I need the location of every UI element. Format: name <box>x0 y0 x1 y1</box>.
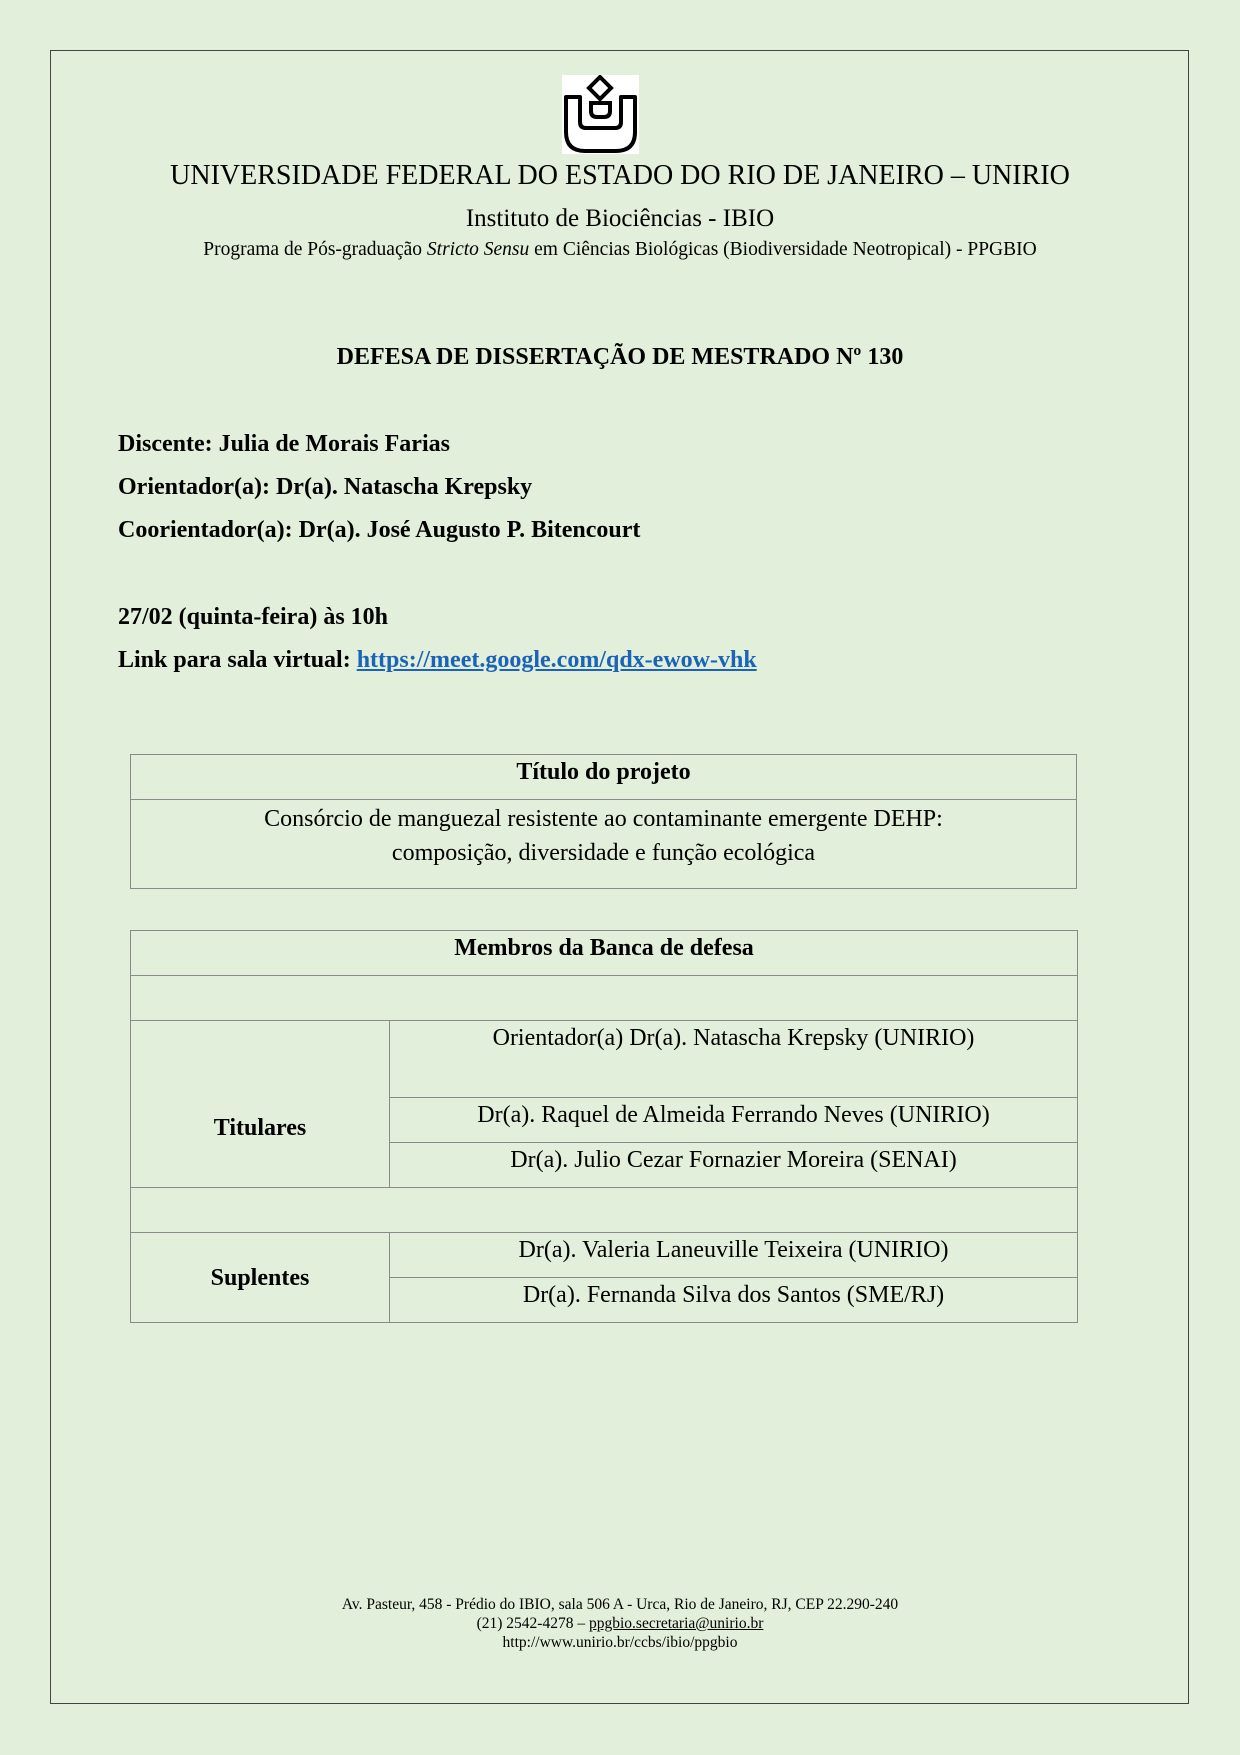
university-name: UNIVERSIDADE FEDERAL DO ESTADO DO RIO DE JANEIRO – UNIRIO <box>170 160 1070 191</box>
student-line: Discente: Julia de Morais Farias <box>118 431 450 457</box>
committee-table <box>130 930 1078 1323</box>
project-table-header-row <box>131 755 1077 800</box>
date-line: 27/02 (quinta-feira) às 10h <box>118 604 388 630</box>
suplentes-label: Suplentes <box>131 1233 390 1323</box>
project-table-header: Título do projeto <box>131 755 1077 800</box>
meeting-link-line <box>118 643 757 677</box>
titulares-label: Titulares <box>131 1021 390 1188</box>
suplentes-row-1 <box>131 1233 1078 1278</box>
committee-empty-row <box>131 976 1078 1021</box>
footer-phone: (21) 2542-4278 – <box>476 1615 589 1632</box>
program-name <box>0 236 1240 264</box>
titular-member: Orientador(a) Dr(a). Natascha Krepsky (UNIRIO) <box>390 1021 1078 1098</box>
suplente-member: Dr(a). Valeria Laneuville Teixeira (UNIRIO) <box>390 1233 1078 1278</box>
unirio-logo-icon <box>562 75 639 154</box>
suplente-member: Dr(a). Fernanda Silva dos Santos (SME/RJ) <box>390 1278 1078 1323</box>
footer-address: Av. Pasteur, 458 - Prédio do IBIO, sala 506 A - Urca, Rio de Janeiro, RJ, CEP 22.290-240 <box>341 1596 899 1613</box>
program-suffix: em Ciências Biológicas (Biodiversidade Neotropical) - PPGBIO <box>529 239 1037 260</box>
footer-contact <box>0 1614 1240 1633</box>
defense-title: DEFESA DE DISSERTAÇÃO DE MESTRADO Nº 130 <box>336 344 904 370</box>
committee-table-header: Membros da Banca de defesa <box>131 931 1078 976</box>
program-prefix: Programa de Pós-graduação <box>203 239 427 260</box>
project-title-cell <box>131 800 1077 889</box>
project-title-line-1: Consórcio de manguezal resistente ao contaminante emergente DEHP: <box>264 806 943 832</box>
meeting-link[interactable]: https://meet.google.com/qdx-ewow-vhk <box>356 647 757 673</box>
unirio-logo <box>562 75 639 154</box>
program-italic: Stricto Sensu <box>426 239 530 260</box>
project-table <box>130 754 1077 889</box>
empty-cell <box>131 976 1078 1021</box>
committee-header-row <box>131 931 1078 976</box>
titular-member: Dr(a). Julio Cezar Fornazier Moreira (SENAI) <box>390 1143 1078 1188</box>
titular-member: Dr(a). Raquel de Almeida Ferrando Neves (UNIRIO) <box>390 1098 1078 1143</box>
committee-empty-row <box>131 1188 1078 1233</box>
titulares-row-1 <box>131 1021 1078 1098</box>
institute-name: Instituto de Biociências - IBIO <box>465 205 775 232</box>
project-title-line-2: composição, diversidade e função ecológica <box>391 840 816 866</box>
footer-email[interactable]: ppgbio.secretaria@unirio.br <box>588 1615 764 1632</box>
footer-website[interactable]: http://www.unirio.br/ccbs/ibio/ppgbio <box>502 1634 738 1651</box>
coadvisor-line: Coorientador(a): Dr(a). José Augusto P. Bitencourt <box>118 517 641 543</box>
project-title-row <box>131 800 1077 889</box>
meeting-link-label: Link para sala virtual: <box>118 647 357 673</box>
empty-cell <box>131 1188 1078 1233</box>
advisor-line: Orientador(a): Dr(a). Natascha Krepsky <box>118 474 533 500</box>
